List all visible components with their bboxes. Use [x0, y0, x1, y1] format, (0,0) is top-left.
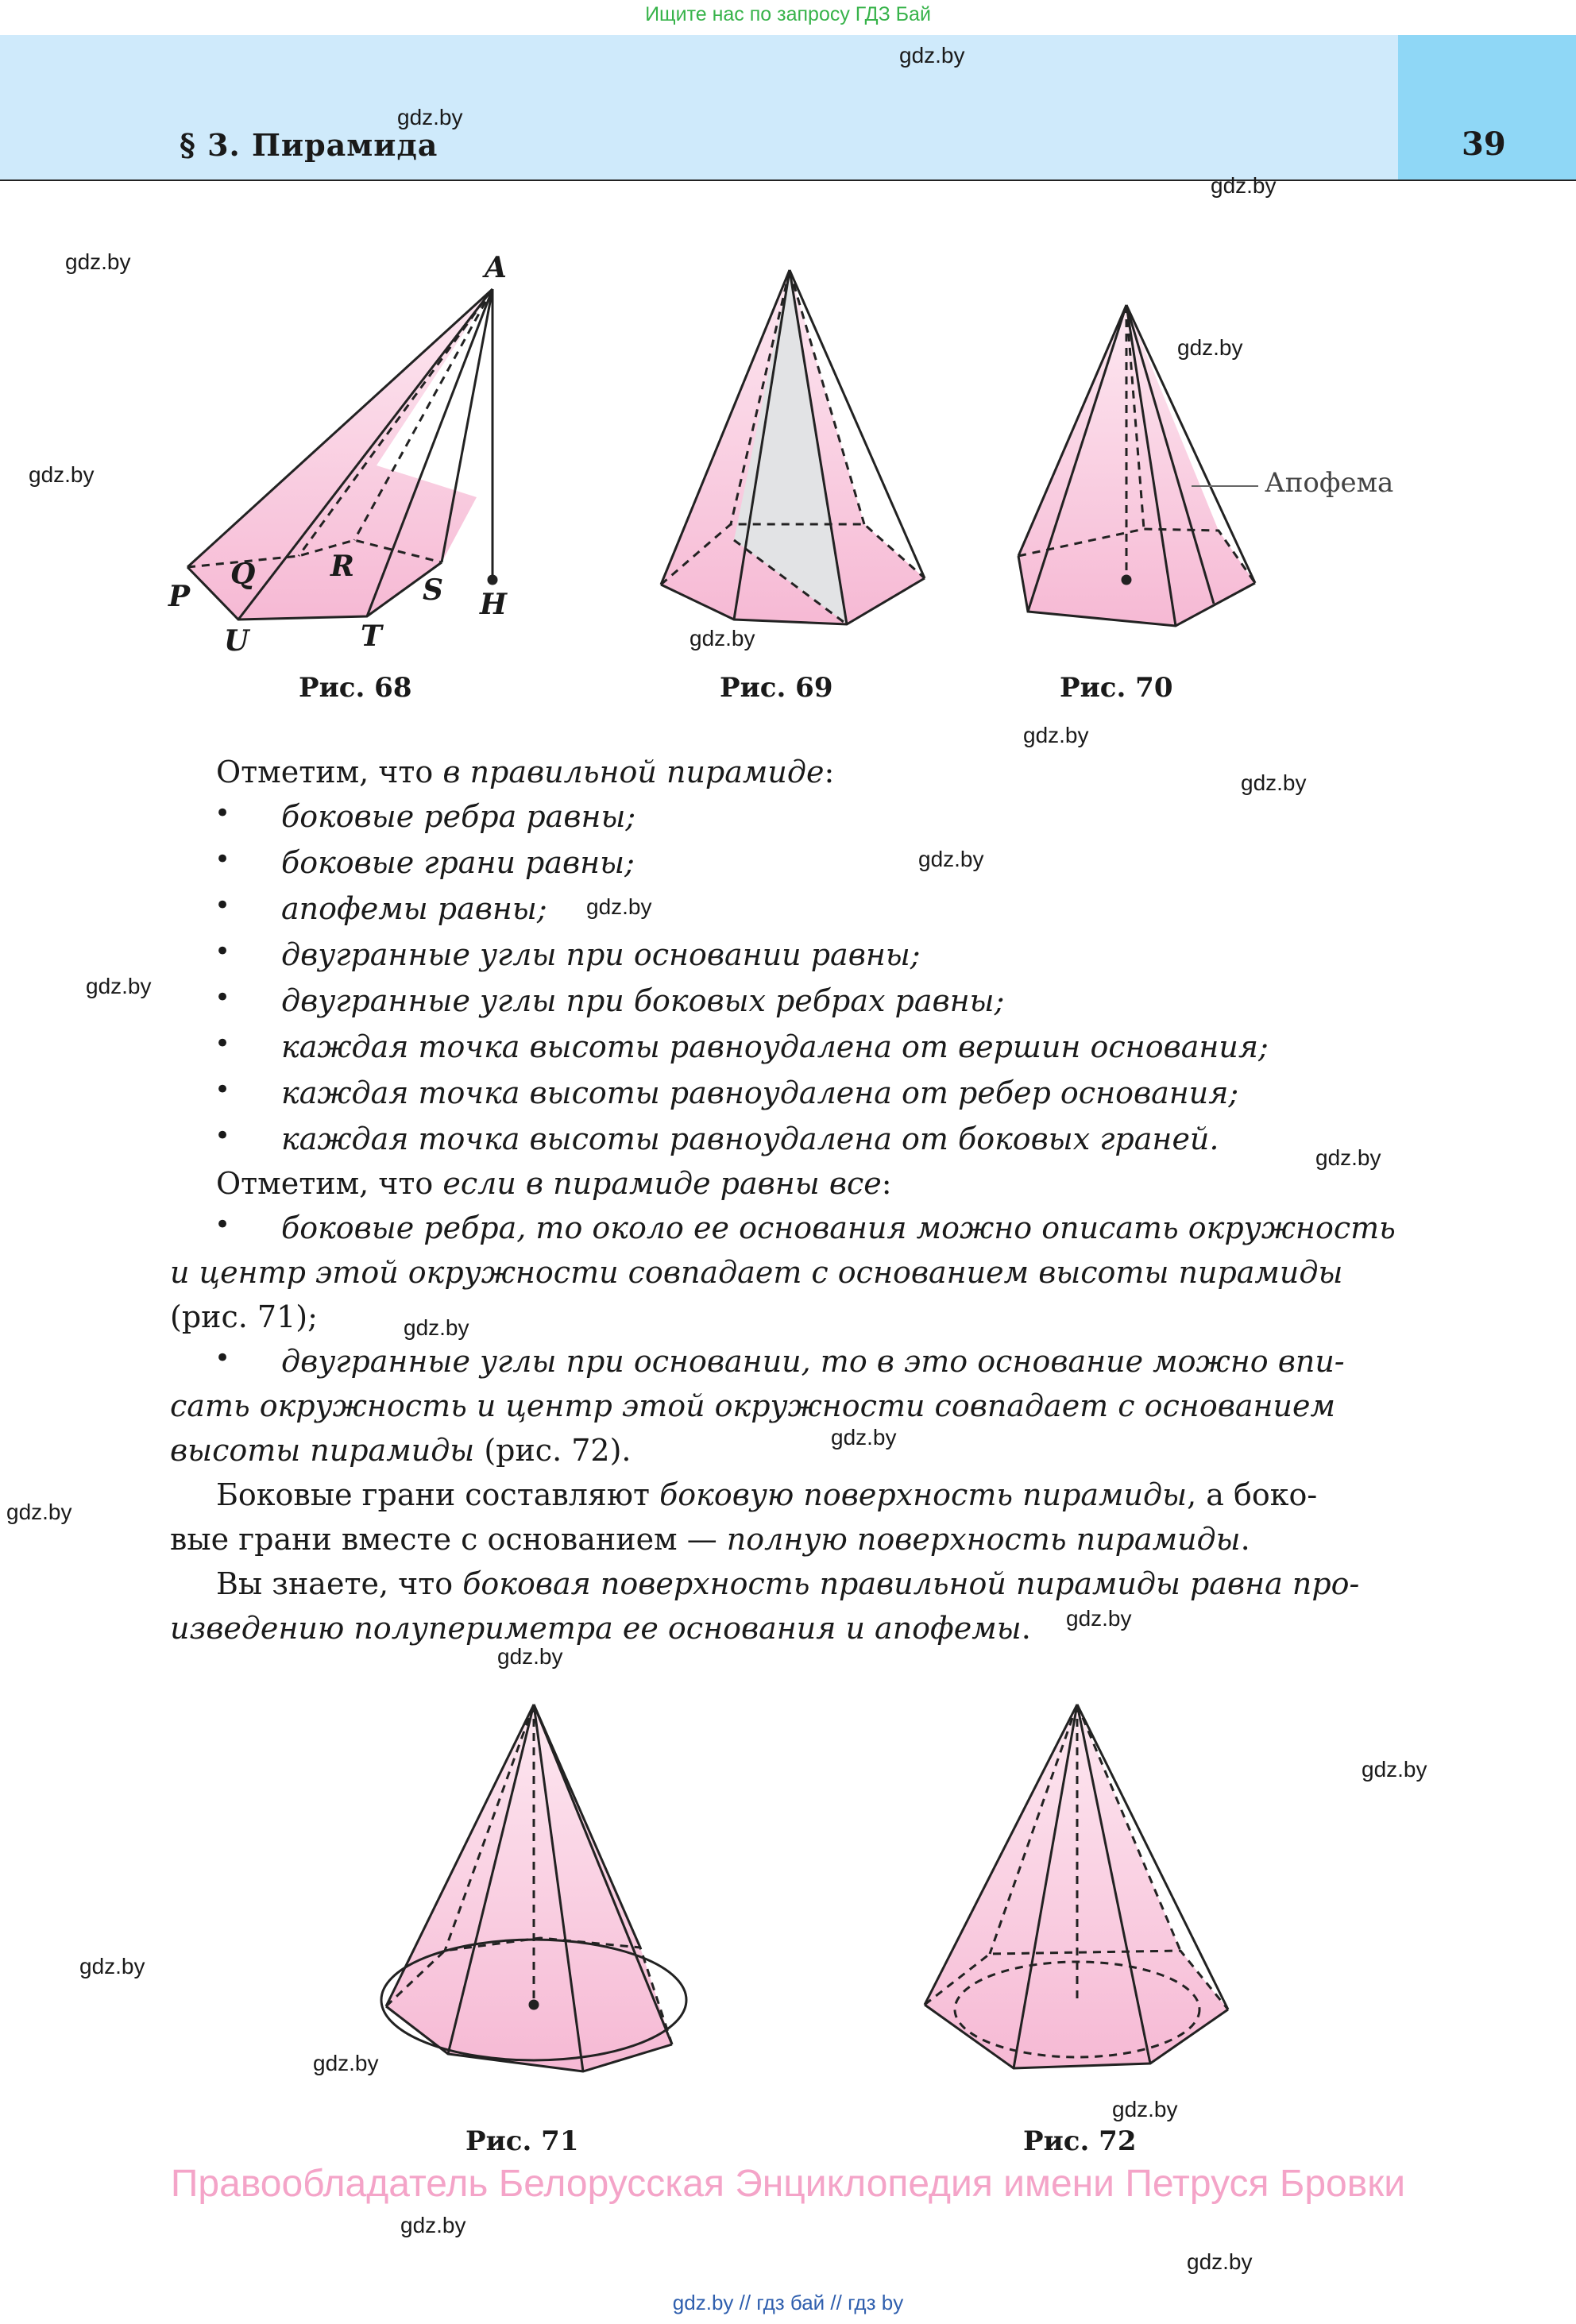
- bullet-item: апофемы равны;: [281, 891, 547, 926]
- watermark: gdz.by: [404, 1315, 469, 1340]
- watermark: gdz.by: [313, 2051, 379, 2075]
- watermark: gdz.by: [690, 626, 755, 650]
- watermark: gdz.by: [6, 1500, 72, 1524]
- bullet-item: двугранные углы при боковых ребрах равны;: [281, 983, 1005, 1018]
- watermark: gdz.by: [65, 249, 131, 274]
- caption-fig-72: Рис. 72: [1023, 2125, 1137, 2157]
- vertex-label-r: R: [330, 550, 354, 583]
- figure-69-pyramid: [661, 270, 925, 624]
- top-search-note: Ищите нас по запросу ГДЗ Бай: [645, 3, 931, 25]
- watermark: gdz.by: [86, 974, 152, 998]
- vertex-label-h: H: [480, 588, 508, 621]
- condition-1-line-1: боковые ребра, то около ее основания можно описать окружность: [281, 1210, 1396, 1245]
- watermark: gdz.by: [1112, 2097, 1178, 2121]
- vertex-label-u: U: [224, 624, 249, 658]
- bullet-item: каждая точка высоты равноудалена от боковых граней.: [281, 1121, 1219, 1156]
- condition-2-line-3: высоты пирамиды (рис. 72).: [170, 1433, 632, 1468]
- intro-regular-pyramid: Отметим, что в правильной пирамиде:: [216, 755, 835, 789]
- paragraph-regular-area-1: Вы знаете, что боковая поверхность правильной пирамиды равна про-: [216, 1566, 1360, 1601]
- watermark: gdz.by: [79, 1954, 145, 1978]
- watermark: gdz.by: [1066, 1606, 1132, 1631]
- watermark: gdz.by: [29, 462, 95, 487]
- caption-fig-71: Рис. 71: [465, 2125, 579, 2157]
- bullet-item: боковые ребра равны;: [281, 799, 636, 834]
- paragraph-lateral-surface-2: вые грани вместе с основанием — полную поверхность пирамиды.: [170, 1522, 1250, 1557]
- section-title: § 3. Пирамида: [180, 127, 438, 163]
- caption-fig-69: Рис. 69: [720, 672, 833, 704]
- bullet-item: боковые грани равны;: [281, 845, 635, 880]
- footer-links[interactable]: gdz.by // гдз бай // гдз by: [672, 2291, 904, 2314]
- condition-2-line-1: двугранные углы при основании, то в это основание можно впи-: [281, 1344, 1345, 1379]
- vertex-label-s: S: [423, 573, 443, 607]
- watermark: gdz.by: [397, 105, 463, 129]
- watermark: gdz.by: [918, 847, 984, 871]
- condition-1-line-3: (рис. 71);: [170, 1299, 318, 1334]
- vertex-label-q: Q: [230, 558, 256, 591]
- caption-fig-68: Рис. 68: [299, 672, 412, 704]
- figure-72-pyramid: [925, 1704, 1228, 2068]
- watermark: gdz.by: [1362, 1757, 1427, 1782]
- bullet-item: двугранные углы при основании равны;: [281, 937, 921, 972]
- intro-equal-elements: Отметим, что если в пирамиде равны все:: [216, 1166, 892, 1201]
- watermark: gdz.by: [899, 43, 965, 68]
- watermark: gdz.by: [1177, 335, 1243, 360]
- paragraph-regular-area-2: изведению полупериметра ее основания и апофемы.: [170, 1611, 1031, 1646]
- condition-2-line-2: сать окружность и центр этой окружности совпадает с основанием: [170, 1388, 1335, 1423]
- bullet-item: каждая точка высоты равноудалена от вершин основания;: [281, 1029, 1269, 1064]
- paragraph-lateral-surface-1: Боковые грани составляют боковую поверхность пирамиды, а боко-: [216, 1477, 1318, 1512]
- vertex-label-p: P: [168, 580, 191, 613]
- watermark: gdz.by: [1187, 2249, 1253, 2274]
- page-number: 39: [1462, 125, 1506, 163]
- bullet-item: каждая точка высоты равноудалена от ребер основания;: [281, 1075, 1239, 1110]
- watermark: gdz.by: [586, 894, 652, 919]
- figure-70-pyramid: [1018, 305, 1258, 626]
- copyright-notice: Правообладатель Белорусская Энциклопедия имени Петруся Бровки: [170, 2163, 1406, 2205]
- watermark: gdz.by: [1211, 173, 1277, 198]
- watermark: gdz.by: [497, 1644, 563, 1669]
- vertex-label-t: T: [361, 620, 382, 653]
- figure-71-pyramid: [381, 1704, 686, 2071]
- condition-1-line-2: и центр этой окружности совпадает с основанием высоты пирамиды: [170, 1255, 1343, 1290]
- watermark: gdz.by: [1241, 770, 1307, 795]
- vertex-label-a: A: [485, 251, 507, 284]
- caption-fig-70: Рис. 70: [1060, 672, 1173, 704]
- watermark: gdz.by: [1315, 1145, 1381, 1170]
- apofema-label: Апофема: [1265, 467, 1394, 499]
- watermark: gdz.by: [400, 2213, 466, 2237]
- watermark: gdz.by: [831, 1425, 897, 1450]
- watermark: gdz.by: [1023, 723, 1089, 747]
